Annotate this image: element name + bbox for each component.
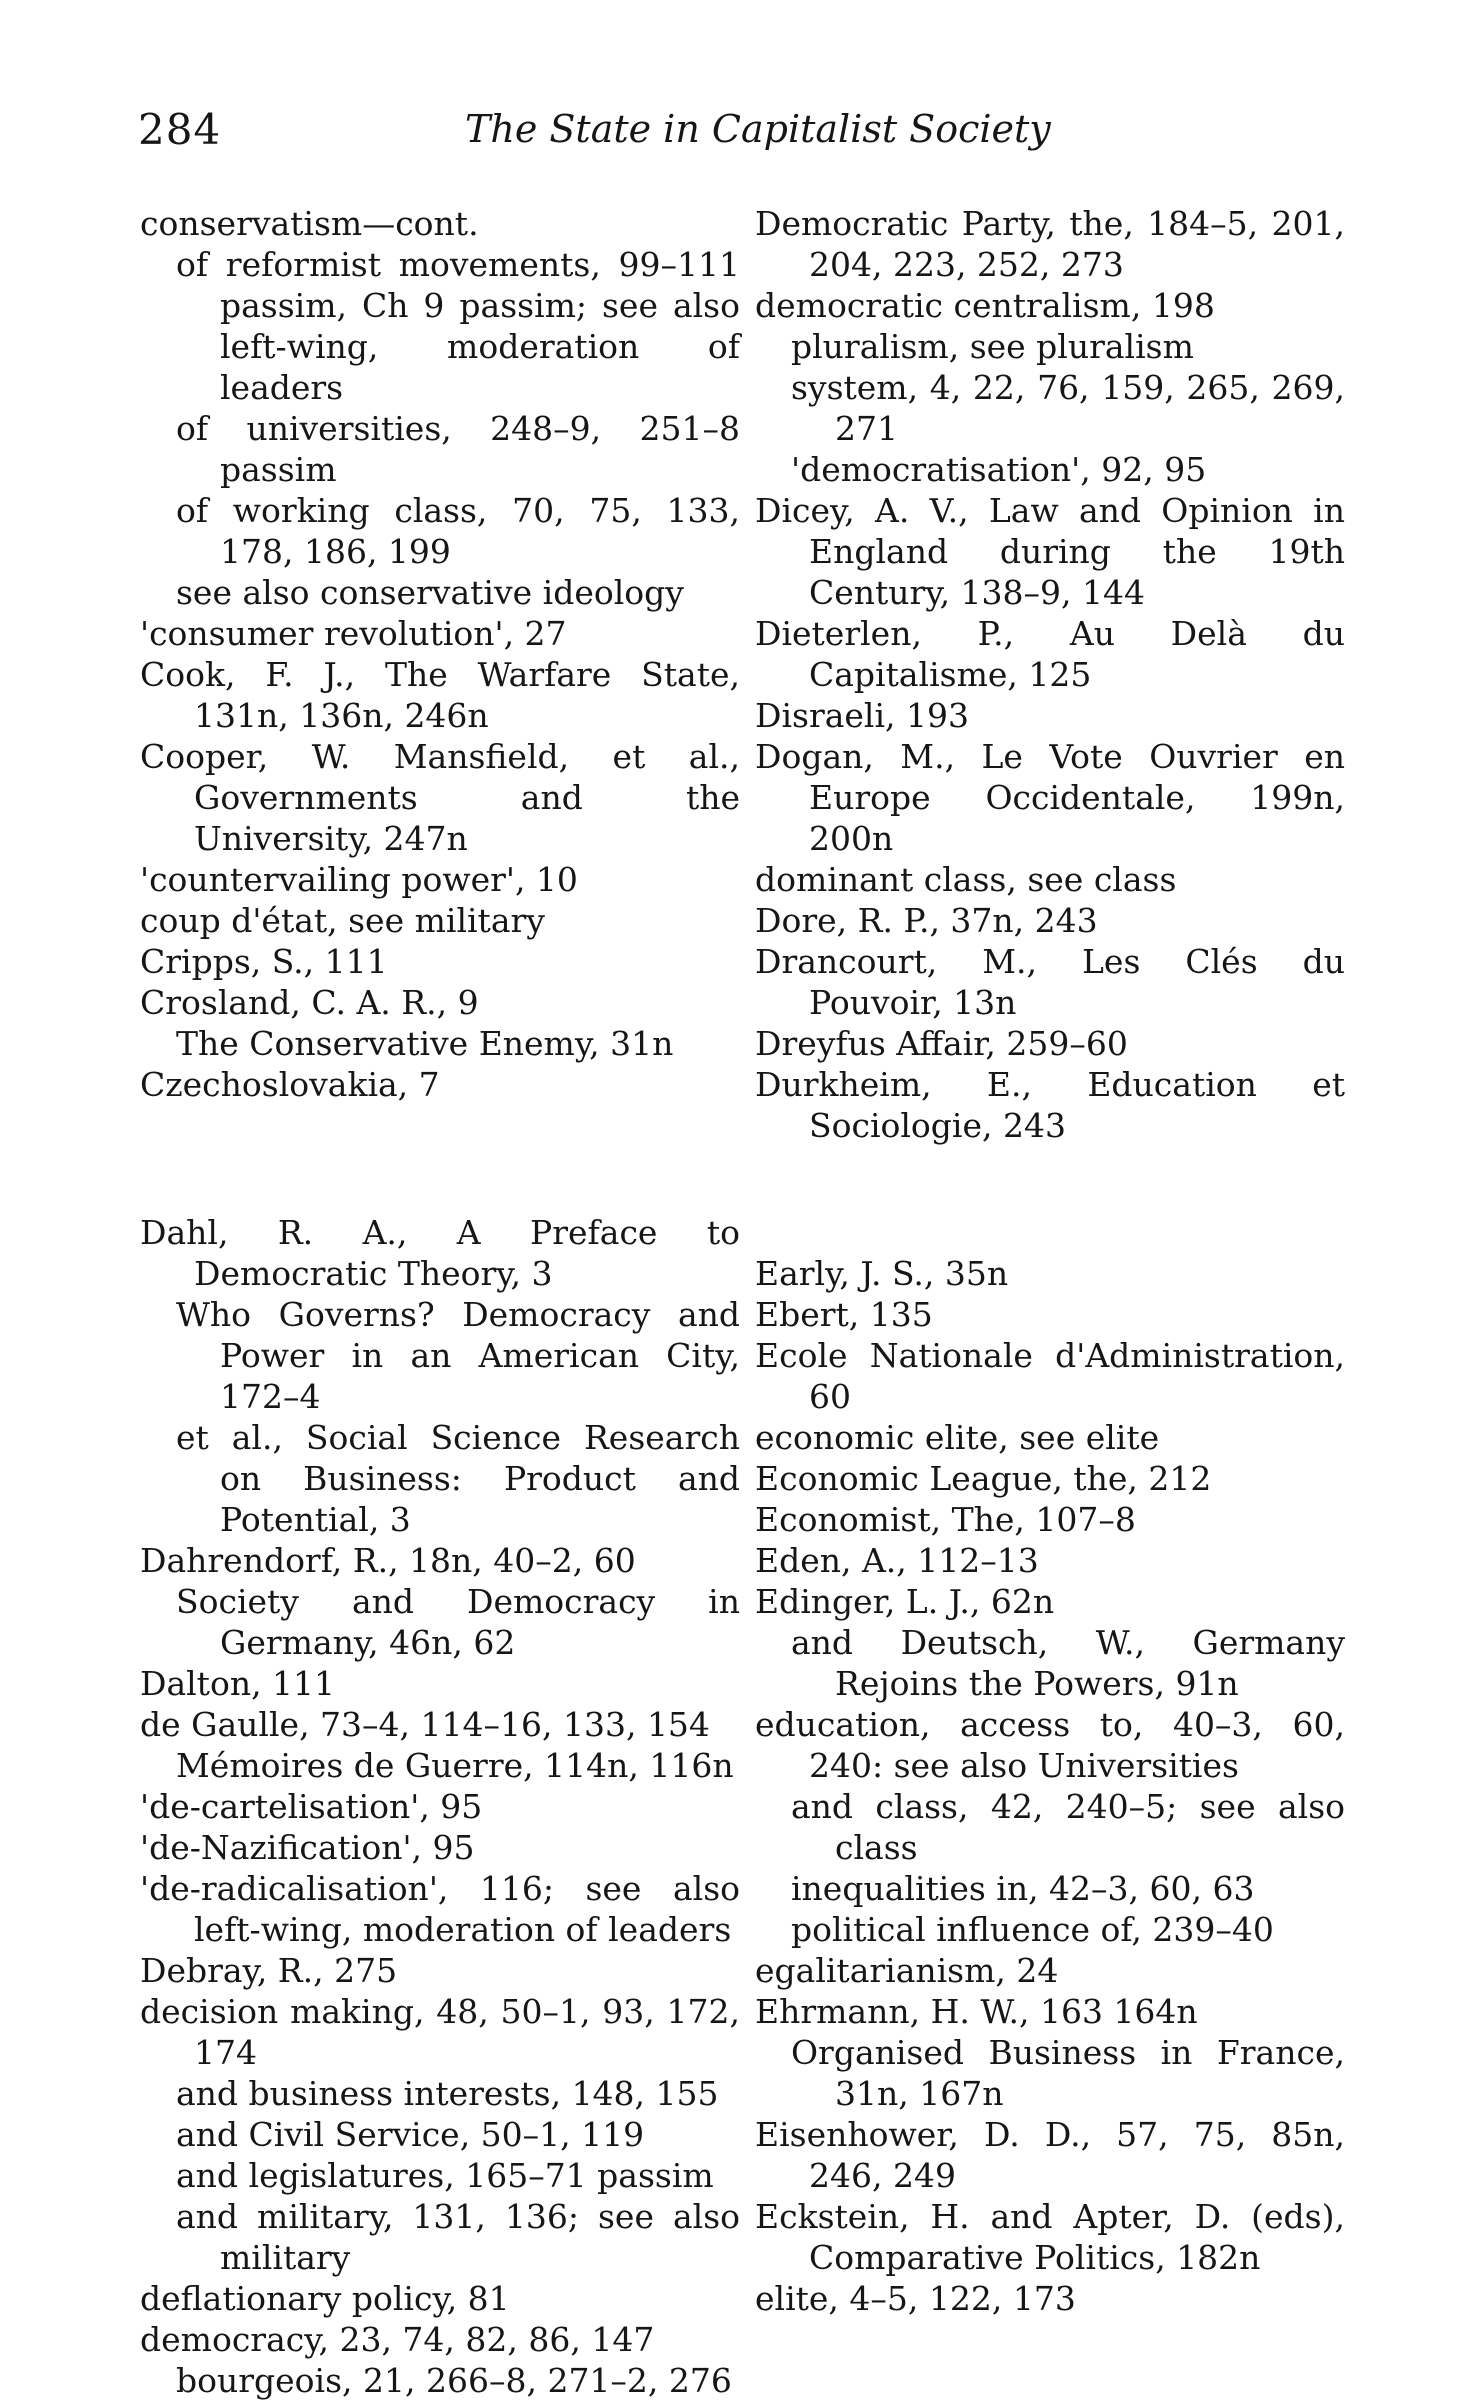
index-entry: 'countervailing power', 10 <box>140 860 578 899</box>
index-subentry: and Civil Service, 50–1, 119 <box>176 2115 645 2154</box>
index-subentry: bourgeois, 21, 266–8, 271–2, 276 <box>176 2361 732 2400</box>
page-number: 284 <box>138 105 222 154</box>
index-subentry: political influence of, 239–40 <box>791 1910 1274 1949</box>
index-entry: 'consumer revolution', 27 <box>140 614 567 653</box>
index-entry: Dreyfus Affair, 259–60 <box>755 1024 1128 1063</box>
index-subentry: Organised Business in France, 31n, 167n <box>791 2033 1345 2113</box>
index-subentry: of universities, 248–9, 251–8 passim <box>176 409 740 489</box>
index-subentry: Society and Democracy in Germany, 46n, 62 <box>176 1582 740 1662</box>
index-entry: Cook, F. J., The Warfare State, 131n, 136n, 246n <box>140 655 740 735</box>
index-entry: Dieterlen, P., Au Delà du Capitalisme, 125 <box>755 614 1345 694</box>
index-subentry: of reformist movements, 99–111 passim, Ch 9 passim; see also left-wing, moderation of leaders <box>176 245 740 407</box>
index-subentry: and Deutsch, W., Germany Rejoins the Powers, 91n <box>791 1623 1345 1703</box>
index-entry: Dicey, A. V., Law and Opinion in England during the 19th Century, 138–9, 144 <box>755 491 1345 612</box>
index-entry: Drancourt, M., Les Clés du Pouvoir, 13n <box>755 942 1345 1022</box>
index-entry: Democratic Party, the, 184–5, 201, 204, 223, 252, 273 <box>755 204 1345 284</box>
index-entry: egalitarianism, 24 <box>755 1951 1059 1990</box>
index-entry: Dahrendorf, R., 18n, 40–2, 60 <box>140 1541 636 1580</box>
index-entry: elite, 4–5, 122, 173 <box>755 2279 1076 2318</box>
index-column-left <box>140 203 740 2401</box>
index-entry: democracy, 23, 74, 82, 86, 147 <box>140 2320 655 2359</box>
index-entry: economic elite, see elite <box>755 1418 1160 1457</box>
index-subentry: and business interests, 148, 155 <box>176 2074 719 2113</box>
index-entry: 'de-radicalisation', 116; see also left-wing, moderation of leaders <box>140 1869 740 1949</box>
index-entry: Ebert, 135 <box>755 1295 933 1334</box>
index-entry: Cooper, W. Mansfield, et al., Governments and the University, 247n <box>140 737 740 858</box>
running-title: The State in Capitalist Society <box>465 107 1051 151</box>
index-subentry: Mémoires de Guerre, 114n, 116n <box>176 1746 734 1785</box>
index-subentry: inequalities in, 42–3, 60, 63 <box>791 1869 1255 1908</box>
index-subentry: Who Governs? Democracy and Power in an American City, 172–4 <box>176 1295 740 1416</box>
index-entry: deflationary policy, 81 <box>140 2279 510 2318</box>
index-subentry: see also conservative ideology <box>176 573 684 612</box>
index-entry: Durkheim, E., Education et Sociologie, 243 <box>755 1065 1345 1145</box>
index-entry: education, access to, 40–3, 60, 240: see also Universities <box>755 1705 1345 1785</box>
index-entry: Ehrmann, H. W., 163 164n <box>755 1992 1198 2031</box>
index-entry: Czechoslovakia, 7 <box>140 1065 440 1104</box>
index-entry: dominant class, see class <box>755 860 1177 899</box>
index-entry: Crosland, C. A. R., 9 <box>140 983 479 1022</box>
index-entry: de Gaulle, 73–4, 114–16, 133, 154 <box>140 1705 710 1744</box>
index-entry: Dalton, 111 <box>140 1664 336 1703</box>
index-subentry: The Conservative Enemy, 31n <box>176 1024 674 1063</box>
index-subentry: of working class, 70, 75, 133, 178, 186, 199 <box>176 491 740 571</box>
index-entry: democratic centralism, 198 <box>755 286 1215 325</box>
index-entry: Cripps, S., 111 <box>140 942 388 981</box>
index-subentry: and military, 131, 136; see also military <box>176 2197 740 2277</box>
index-entry: Eden, A., 112–13 <box>755 1541 1039 1580</box>
index-entry: Dogan, M., Le Vote Ouvrier en Europe Occidentale, 199n, 200n <box>755 737 1345 858</box>
index-entry: Debray, R., 275 <box>140 1951 398 1990</box>
index-entry: Ecole Nationale d'Administration, 60 <box>755 1336 1345 1416</box>
index-entry: Economic League, the, 212 <box>755 1459 1212 1498</box>
index-entry: Eisenhower, D. D., 57, 75, 85n, 246, 249 <box>755 2115 1345 2195</box>
index-entry: Edinger, L. J., 62n <box>755 1582 1055 1621</box>
index-entry: conservatism—cont. <box>140 204 479 243</box>
index-entry: coup d'état, see military <box>140 901 545 940</box>
index-subentry: et al., Social Science Research on Business: Product and Potential, 3 <box>176 1418 740 1539</box>
running-header <box>138 105 1338 165</box>
index-entry: decision making, 48, 50–1, 93, 172, 174 <box>140 1992 740 2072</box>
index-entry: Eckstein, H. and Apter, D. (eds), Comparative Politics, 182n <box>755 2197 1345 2277</box>
index-subentry: and class, 42, 240–5; see also class <box>791 1787 1345 1867</box>
section-gap <box>755 1179 1345 1220</box>
index-column-right <box>755 203 1345 2319</box>
index-entry: 'de-Nazification', 95 <box>140 1828 475 1867</box>
index-subentry: 'democratisation', 92, 95 <box>791 450 1207 489</box>
index-subentry: pluralism, see pluralism <box>791 327 1194 366</box>
section-gap <box>140 1138 740 1179</box>
index-entry: Disraeli, 193 <box>755 696 970 735</box>
index-entry: Dore, R. P., 37n, 243 <box>755 901 1098 940</box>
index-subentry: system, 4, 22, 76, 159, 265, 269, 271 <box>791 368 1345 448</box>
index-entry: Dahl, R. A., A Preface to Democratic Theory, 3 <box>140 1213 740 1293</box>
index-subentry: and legislatures, 165–71 passim <box>176 2156 714 2195</box>
index-entry: Economist, The, 107–8 <box>755 1500 1136 1539</box>
index-entry: 'de-cartelisation', 95 <box>140 1787 483 1826</box>
index-entry: Early, J. S., 35n <box>755 1254 1009 1293</box>
